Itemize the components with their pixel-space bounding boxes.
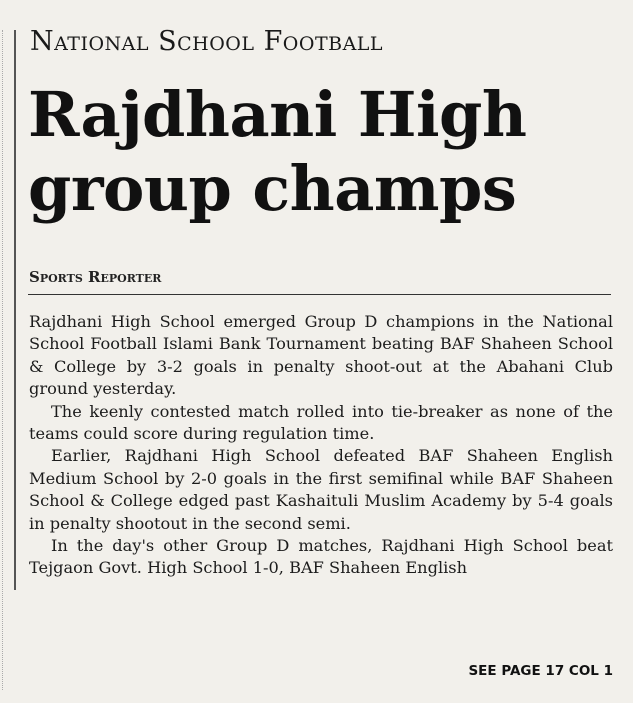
column-divider xyxy=(14,30,16,590)
paragraph: The keenly contested match rolled into tie-breaker as none of the teams could score during regulation time. xyxy=(29,401,613,444)
section-kicker: National School Football xyxy=(30,26,384,57)
column-divider-dotted xyxy=(2,30,4,690)
paragraph: Earlier, Rajdhani High School defeated BAF Shaheen English Medium School by 2-0 goals in the first semifinal while BAF Shaheen School & College edged past Kashaituli Muslim Academy by 5-4 goals in penalty shootout in the second semi. xyxy=(29,446,613,533)
byline: Sports Reporter xyxy=(29,268,162,286)
article-body xyxy=(29,311,613,580)
headline xyxy=(28,78,618,226)
headline-line-1: Rajdhani High xyxy=(28,78,527,151)
headline-line-2: group champs xyxy=(28,152,517,225)
paragraph: In the day's other Group D matches, Rajdhani High School beat Tejgaon Govt. High School 1-0, BAF Shaheen English xyxy=(29,536,613,578)
byline-rule xyxy=(28,294,611,295)
paragraph: Rajdhani High School emerged Group D champions in the National School Football Islami Bank Tournament beating BAF Shaheen School & College by 3-2 goals in penalty shoot-out at the Abahani Club ground yesterday. xyxy=(29,312,613,399)
continuation-jump: SEE PAGE 17 COL 1 xyxy=(468,663,613,679)
